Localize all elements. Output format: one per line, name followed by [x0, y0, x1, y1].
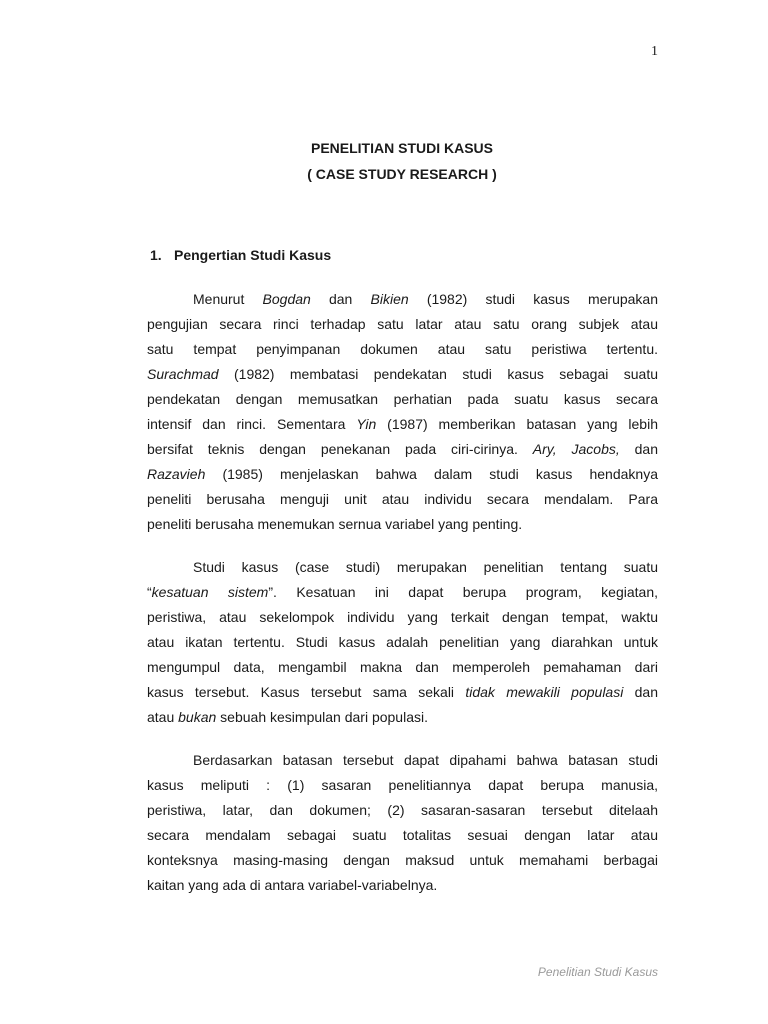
paragraph-1-line: intensif dan rinci. Sementara Yin (1987) memberikan batasan yang lebih [147, 416, 658, 432]
section-number: 1. [150, 247, 162, 263]
author-ary-jacobs: Ary, Jacobs, [532, 441, 620, 457]
author-yin: Yin [356, 416, 377, 432]
paragraph-1-line: Surachmad (1982) membatasi pendekatan studi kasus sebagai suatu [147, 366, 658, 382]
paragraph-3-line: secara mendalam sebagai suatu totalitas sesuai dengan latar atau [147, 827, 658, 843]
page-number: 1 [651, 44, 658, 59]
paragraph-3-line: kaitan yang ada di antara variabel-variabelnya. [147, 877, 438, 893]
paragraph-2-line: peristiwa, atau sekelompok individu yang terkait dengan tempat, waktu [147, 609, 658, 625]
paragraph-2-line: mengumpul data, mengambil makna dan memperoleh pemahaman dari [147, 659, 658, 675]
page-footer: Penelitian Studi Kasus [537, 965, 658, 979]
author-razavieh: Razavieh [147, 466, 206, 482]
paragraph-1-line: Menurut Bogdan dan Bikien (1982) studi kasus merupakan [193, 291, 658, 307]
title-line-2: ( CASE STUDY RESEARCH ) [307, 166, 497, 182]
paragraph-2-line: atau bukan sebuah kesimpulan dari populasi. [147, 709, 428, 725]
term-bukan: bukan [178, 709, 217, 725]
document-title [0, 135, 768, 187]
paragraph-2 [147, 555, 658, 730]
paragraph-1 [147, 287, 658, 537]
paragraph-1-line: peneliti berusaha menguji unit atau individu secara mendalam. Para [147, 491, 658, 507]
section-heading-text: Pengertian Studi Kasus [174, 247, 332, 263]
paragraph-2-line: kasus tersebut. Kasus tersebut sama sekali tidak mewakili populasi dan [147, 684, 658, 700]
paragraph-3 [147, 748, 658, 898]
paragraph-2-line: “kesatuan sistem”. Kesatuan ini dapat berupa program, kegiatan, [147, 584, 658, 600]
paragraph-1-line: Razavieh (1985) menjelaskan bahwa dalam studi kasus hendaknya [147, 466, 658, 482]
paragraph-2-line: atau ikatan tertentu. Studi kasus adalah penelitian yang diarahkan untuk [147, 634, 658, 650]
paragraph-2-line: Studi kasus (case studi) merupakan penelitian tentang suatu [193, 559, 658, 575]
section-heading [150, 244, 331, 266]
author-bikien: Bikien [370, 291, 409, 307]
paragraph-1-line: satu tempat penyimpanan dokumen atau satu peristiwa tertentu. [147, 341, 658, 357]
term-tidak-mewakili-populasi: tidak mewakili populasi [465, 684, 624, 700]
paragraph-3-line: Berdasarkan batasan tersebut dapat dipahami bahwa batasan studi [193, 752, 658, 768]
paragraph-1-line: bersifat teknis dengan penekanan pada ciri-cirinya. Ary, Jacobs, dan [147, 441, 658, 457]
paragraph-3-line: peristiwa, latar, dan dokumen; (2) sasaran-sasaran tersebut ditelaah [147, 802, 658, 818]
term-kesatuan-sistem: kesatuan sistem [151, 584, 269, 600]
paragraph-1-line: peneliti berusaha menemukan sernua variabel yang penting. [147, 516, 523, 532]
paragraph-3-line: konteksnya masing-masing dengan maksud untuk memahami berbagai [147, 852, 658, 868]
paragraph-1-line: pengujian secara rinci terhadap satu latar atau satu orang subjek atau [147, 316, 658, 332]
author-bogdan: Bogdan [262, 291, 311, 307]
title-line-1: PENELITIAN STUDI KASUS [310, 140, 493, 156]
paragraph-1-line: pendekatan dengan memusatkan perhatian pada suatu kasus secara [147, 391, 658, 407]
author-surachmad: Surachmad [147, 366, 219, 382]
paragraph-3-line: kasus meliputi : (1) sasaran penelitiannya dapat berupa manusia, [147, 777, 658, 793]
